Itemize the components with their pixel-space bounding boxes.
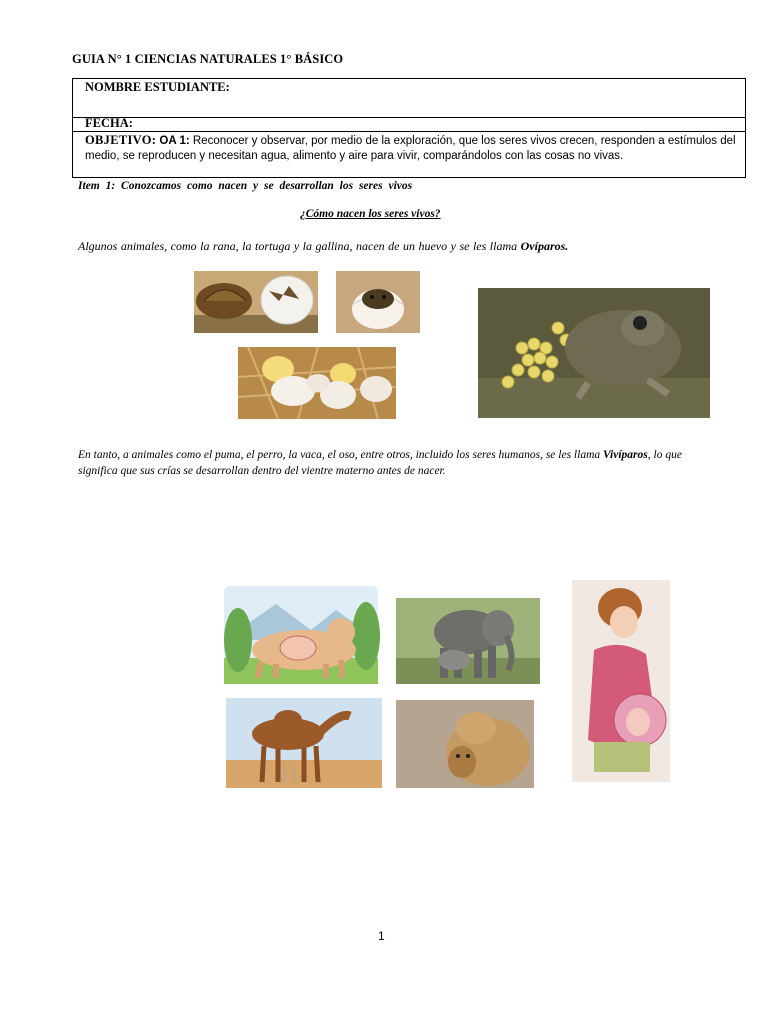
pregnant-woman-icon [572, 580, 670, 782]
turtle-egg-icon [336, 271, 420, 333]
toad-with-eggs-icon [478, 288, 710, 418]
objective-code: OA 1: [159, 135, 190, 147]
oviparous-text: Algunos animales, como la rana, la tortuga y la gallina, nacen de un huevo y se les llama [78, 239, 518, 253]
student-name-label: NOMBRE ESTUDIANTE: [85, 80, 230, 94]
student-name-row[interactable] [73, 79, 745, 118]
objective [85, 133, 740, 163]
viviparous-text-2: , lo que significa que sus crías se desarrollan dentro del vientre materno antes de nacer. [78, 449, 682, 477]
elephant-calf-icon [396, 598, 540, 684]
student-info-box [72, 78, 746, 178]
lioness-cub-icon [396, 700, 534, 788]
viviparous-term: Vivíparos [603, 449, 648, 461]
objective-text: Reconocer y observar, por medio de la exploración, que los seres vivos crecen, responden a estímulos del medio, se reproducen y necesitan agua, alimento y aire para vivir, comparándolos con las cosas no vivas. [85, 135, 736, 162]
tortoise-hatching-icon [194, 271, 318, 333]
viviparous-text-1: En tanto, a animales como el puma, el perro, la vaca, el oso, entre otros, incluido los seres humanos, se les llama [78, 449, 601, 461]
page-number: 1 [378, 929, 385, 943]
date-label: FECHA: [85, 116, 133, 130]
item-heading: Item 1: Conozcamos como nacen y se desarrollan los seres vivos [78, 180, 413, 192]
objective-label: OBJETIVO: [85, 133, 157, 147]
oviparous-term: Ovíparos. [520, 239, 569, 253]
puma-illustration-icon [216, 580, 386, 692]
date-row[interactable] [73, 118, 745, 132]
page-title: GUIA N° 1 CIENCIAS NATURALES 1° BÁSICO [72, 52, 344, 66]
section-question: ¿Cómo nacen los seres vivos? [300, 208, 441, 220]
chicks-hatching-icon [238, 347, 396, 419]
camel-calf-icon [226, 698, 382, 788]
viviparous-paragraph [78, 447, 698, 479]
oviparous-paragraph [78, 239, 568, 254]
